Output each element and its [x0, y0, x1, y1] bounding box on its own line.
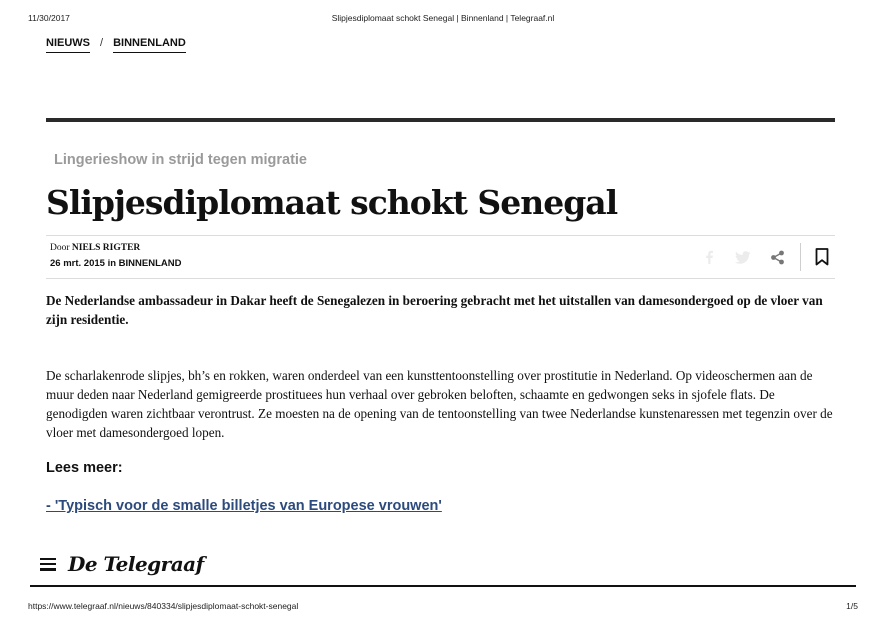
bottom-divider [30, 585, 856, 587]
article-lead: De Nederlandse ambassadeur in Dakar heeft de Senegalezen in beroering gebracht met het uitstallen van damesondergoed op de vloer van zijn residentie. [46, 293, 823, 327]
author-link[interactable]: NIELS RIGTER [71, 243, 141, 253]
print-page-number: 1/5 [846, 601, 858, 611]
article-dateline: 26 mrt. 2015 in BINNENLAND [50, 258, 182, 269]
byline-prefix: Door [50, 243, 70, 253]
article-kicker: Lingerieshow in strijd tegen migratie [54, 152, 307, 168]
breadcrumb-binnenland-link[interactable]: BINNENLAND [113, 37, 186, 53]
article-meta-bar [46, 235, 835, 279]
read-more-label: Lees meer: [46, 460, 123, 476]
facebook-icon[interactable] [696, 244, 722, 270]
bookmark-icon[interactable] [809, 244, 835, 270]
related-article-link[interactable]: - 'Typisch voor de smalle billetjes van Europese vrouwen' [46, 498, 442, 514]
print-date: 11/30/2017 [28, 13, 70, 23]
print-page-title: Slipjesdiplomaat schokt Senegal | Binnenland | Telegraaf.nl [331, 13, 555, 23]
footer-brand [40, 552, 204, 576]
breadcrumb-nieuws-link[interactable]: NIEUWS [46, 37, 90, 53]
actions-divider [800, 243, 801, 271]
breadcrumb [46, 37, 186, 53]
twitter-icon[interactable] [730, 244, 756, 270]
article-actions [688, 236, 835, 278]
breadcrumb-separator: / [100, 37, 104, 49]
article-headline: Slipjesdiplomaat schokt Senegal [46, 183, 618, 222]
print-header [0, 13, 886, 27]
byline [50, 243, 140, 253]
telegraaf-logo[interactable]: De Telegraaf [68, 552, 204, 576]
article-body: De scharlakenrode slipjes, bh’s en rokken, waren onderdeel van een kunsttentoonstelling over prostitutie in Nederland. Op videoschermen aan de muur deden naar Nederland gemigreerde prostituees hun verhaal over gebroken beloften, schaamte en gedwongen seks in sjofele flats. De genodigden waren zichtbaar verontrust. Ze moesten na de opening van de tentoonstelling van twee Nederlandse kunstenaressen met tegenzin over de vloer met damesondergoed lopen. [46, 368, 833, 440]
hamburger-menu-icon[interactable] [40, 558, 56, 571]
print-url: https://www.telegraaf.nl/nieuws/840334/slipjesdiplomaat-schokt-senegal [28, 601, 299, 611]
share-icon[interactable] [764, 244, 790, 270]
top-divider [46, 118, 835, 122]
